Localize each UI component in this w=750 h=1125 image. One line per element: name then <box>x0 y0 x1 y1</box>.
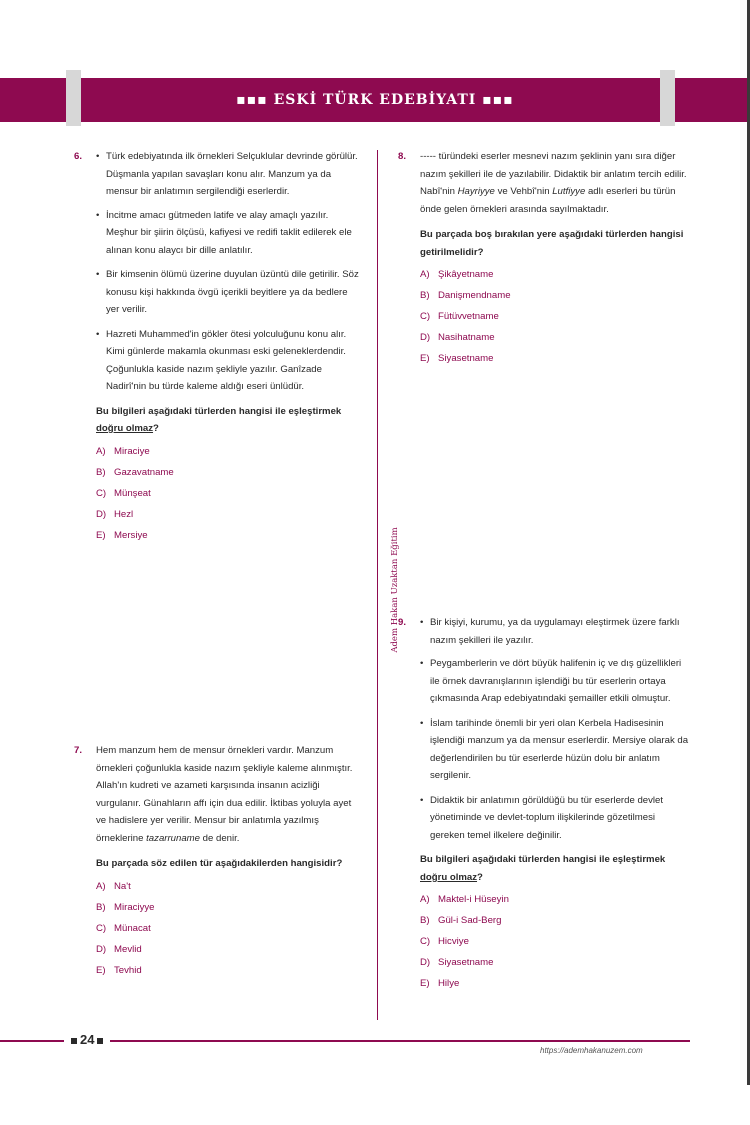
option-b[interactable]: B) Danişmendname <box>420 290 511 301</box>
option-d[interactable]: D) Nasihatname <box>420 332 495 343</box>
question-9 <box>398 614 690 994</box>
question-paragraph: ----- türündeki eserler mesnevi nazım şeklinin yanı sıra diğer nazım şekilleri ile de yazılabilir. Didaktik bir anlatım tercih edilir. Nabî'nin Hayriyye ve Vehbî'nin Lutfiyye adlı eserleri bu türün önde gelen örnekleri arasında sayılmaktadır. <box>420 151 687 215</box>
question-6 <box>74 148 362 546</box>
question-8 <box>398 148 690 369</box>
bullet-item: • Peygamberlerin ve dört büyük halifenin iç ve dış güzellikleri ile örnek davranışlarının işlendiği bu tür eserlerin ortaya çıkmasında Arap edebiyatındaki şemailler etkili olmuştur. <box>420 655 690 708</box>
square-icon <box>71 1038 77 1044</box>
option-c[interactable]: C) Hicviye <box>420 936 469 947</box>
option-c[interactable]: C) Münşeat <box>96 487 151 499</box>
option-a[interactable]: A) Miraciye <box>96 445 150 457</box>
option-c[interactable]: C) Münacat <box>96 922 151 934</box>
question-number: 6. <box>74 151 83 162</box>
side-label-text: Adem Hakan Uzaktan Eğitim <box>390 527 400 653</box>
option-a[interactable]: A) Maktel-i Hüseyin <box>420 894 509 905</box>
bullet-item: • Türk edebiyatında ilk örnekleri Selçuklular devrinde görülür. Düşmanla yapılan savaşları konu alır. Manzum ya da mensur bir anlatımın sergilendiği eserlerdir. <box>96 148 362 201</box>
question-number: 7. <box>74 745 83 756</box>
option-e[interactable]: E) Siyasetname <box>420 353 494 364</box>
footer-url[interactable]: https://ademhakanuzem.com <box>540 1046 643 1055</box>
option-d[interactable]: D) Siyasetname <box>420 957 494 968</box>
option-a[interactable]: A) Şikâyetname <box>420 269 494 280</box>
question-number: 8. <box>398 151 407 162</box>
option-c[interactable]: C) Fütüvvetname <box>420 311 499 322</box>
option-e[interactable]: E) Hilye <box>420 978 460 989</box>
bullet-item: • İncitme amacı gütmeden latife ve alay amaçlı yazılır. Meşhur bir şiirin ölçüsü, kafiyesi ve redifi taklit edilerek ele alınan konu alaycı bir dille anlatılır. <box>96 207 362 260</box>
page-number: 24 <box>64 1031 110 1049</box>
bullet-item: • Hazreti Muhammed'in gökler ötesi yolculuğunu konu alır. Kimi günlerde makamla okunması eski geleneklerdendir. Çoğunlukla kaside nazım şekliyle yazılır. Ganîzade Nadirî'nin bu türde kaleme aldığı eseri ünlüdür. <box>96 326 362 396</box>
emphasis: doğru olmaz <box>96 423 154 434</box>
square-icon <box>97 1038 103 1044</box>
question-stem: Bu bilgileri aşağıdaki türlerden hangisi ile eşleştirmek doğru olmaz? <box>420 854 666 883</box>
bullet-item: • Bir kimsenin ölümü üzerine duyulan üzüntü dile getirilir. Söz konusu kişi hakkında övgü içerikli beyitlere ya da bedlere yer verilir. <box>96 266 362 319</box>
question-stem: Bu parçada söz edilen tür aşağıdakilerden hangisidir? <box>96 858 343 869</box>
option-d[interactable]: D) Hezl <box>96 508 134 520</box>
question-stem: Bu parçada boş bırakılan yere aşağıdaki türlerden hangisi getirilmelidir? <box>420 229 684 258</box>
question-number: 9. <box>398 617 407 628</box>
option-a[interactable]: A) Na't <box>96 880 131 892</box>
option-b[interactable]: B) Miraciyye <box>96 901 155 913</box>
bullet-item: • Bir kişiyi, kurumu, ya da uygulamayı eleştirmek üzere farklı nazım şekilleri ile yazılır. <box>420 614 690 649</box>
question-paragraph: Hem manzum hem de mensur örnekleri vardır. Manzum örnekleri çoğunlukla kaside nazım şekliyle kaleme alınmıştır. Allah'ın kudreti ve azameti karşısında insanın acizliği vurgulanır. Günahların affı için dua edilir. İktibas yoluyla ayet ve hadislere yer verilir. Mensur bir anlatımla yazılmış örneklerine tazarruname de denir. <box>96 745 353 844</box>
bullet-item: • Didaktik bir anlatımın görüldüğü bu tür eserlerde devlet yönetiminde ve devlet-toplum ilişkilerinde gözetilmesi gereken temel ilkelere değinilir. <box>420 792 690 845</box>
bullet-item: • İslam tarihinde önemli bir yeri olan Kerbela Hadisesinin işlendiği manzum ya da mensur eserlerdir. Mersiye olarak da değerlendirilen bu tür eserlerde hüzün dolu bir anlatım sergilenir. <box>420 715 690 785</box>
emphasis: doğru olmaz <box>420 871 478 883</box>
option-b[interactable]: B) Gül-i Sad-Berg <box>420 915 502 926</box>
option-b[interactable]: B) Gazavatname <box>96 466 174 478</box>
section-title: ▪▪▪ ESKİ TÜRK EDEBİYATI ▪▪▪ <box>236 92 514 108</box>
option-e[interactable]: E) Tevhid <box>96 964 142 976</box>
option-d[interactable]: D) Mevlid <box>96 943 142 955</box>
question-stem: Bu bilgileri aşağıdaki türlerden hangisi ile eşleştirmek doğru olmaz? <box>96 405 342 434</box>
column-divider <box>377 150 378 1020</box>
option-e[interactable]: E) Mersiye <box>96 529 148 541</box>
question-7 <box>74 742 362 981</box>
